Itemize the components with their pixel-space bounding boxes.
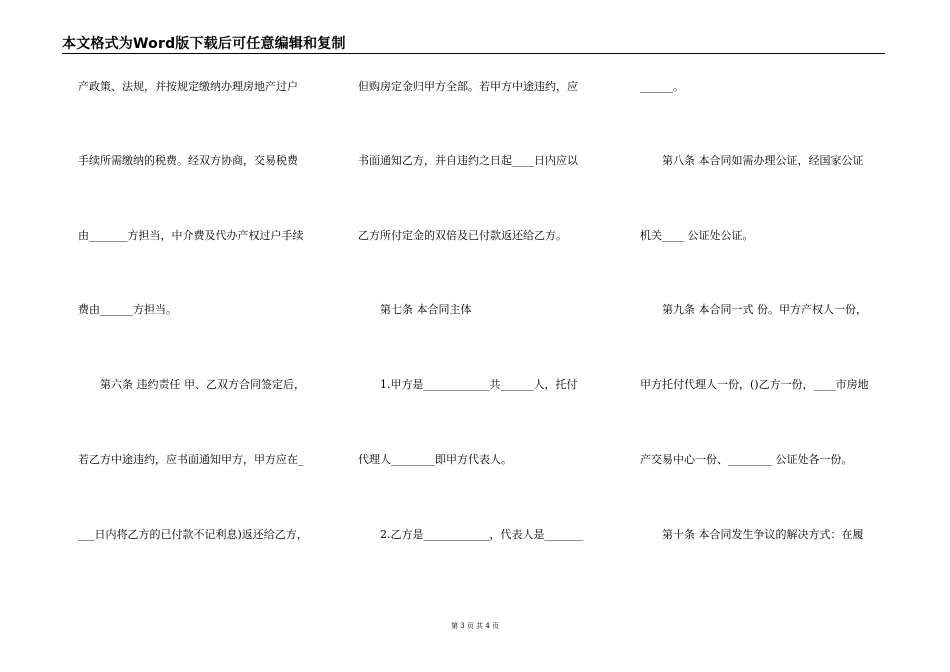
text-line: 第八条 本合同如需办理公证，经国家公证 [640,154,864,167]
page-number-footer: 第 3 页 共 4 页 [450,622,500,630]
header-divider [62,53,885,54]
text-line: 1.甲方是____________共______人，托付 [358,378,578,391]
text-line: ______。 [640,80,684,93]
document-header-title: 本文格式为Word版下载后可任意编辑和复制 [62,36,346,52]
text-line: 2.乙方是____________，代表人是_______ [358,528,583,541]
text-line: 手续所需缴纳的税费。经双方协商，交易税费 [78,154,298,167]
text-line: 代理人________即甲方代表人。 [358,453,512,466]
text-line: 若乙方中途违约，应书面通知甲方，甲方应在_ [78,453,304,466]
text-line: 书面通知乙方，并自违约之日起____日内应以 [358,154,578,167]
text-line: 但购房定金归甲方全部。若甲方中途违约，应 [358,80,578,93]
text-line: 第六条 违约责任 甲、乙双方合同签定后， [78,378,305,391]
text-line: 第十条 本合同发生争议的解决方式：在履 [640,528,864,541]
text-line: 由_______方担当，中介费及代办产权过户手续 [78,229,304,242]
text-line: ___日内将乙方的已付款不记利息)返还给乙方， [78,528,308,541]
text-line: 甲方托付代理人一份，()乙方一份，____市房地 [640,378,869,391]
text-line: 第七条 本合同主体 [358,303,472,316]
text-line: 产政策、法规，并按规定缴纳办理房地产过户 [78,80,298,93]
text-line: 费由______方担当。 [78,303,177,316]
text-line: 乙方所付定金的双倍及已付款返还给乙方。 [358,229,567,242]
text-line: 机关____ 公证处公证。 [640,229,754,242]
text-line: 产交易中心一份、________ 公证处各一份。 [640,453,853,466]
text-line: 第九条 本合同一式 份。甲方产权人一份， [640,303,867,316]
